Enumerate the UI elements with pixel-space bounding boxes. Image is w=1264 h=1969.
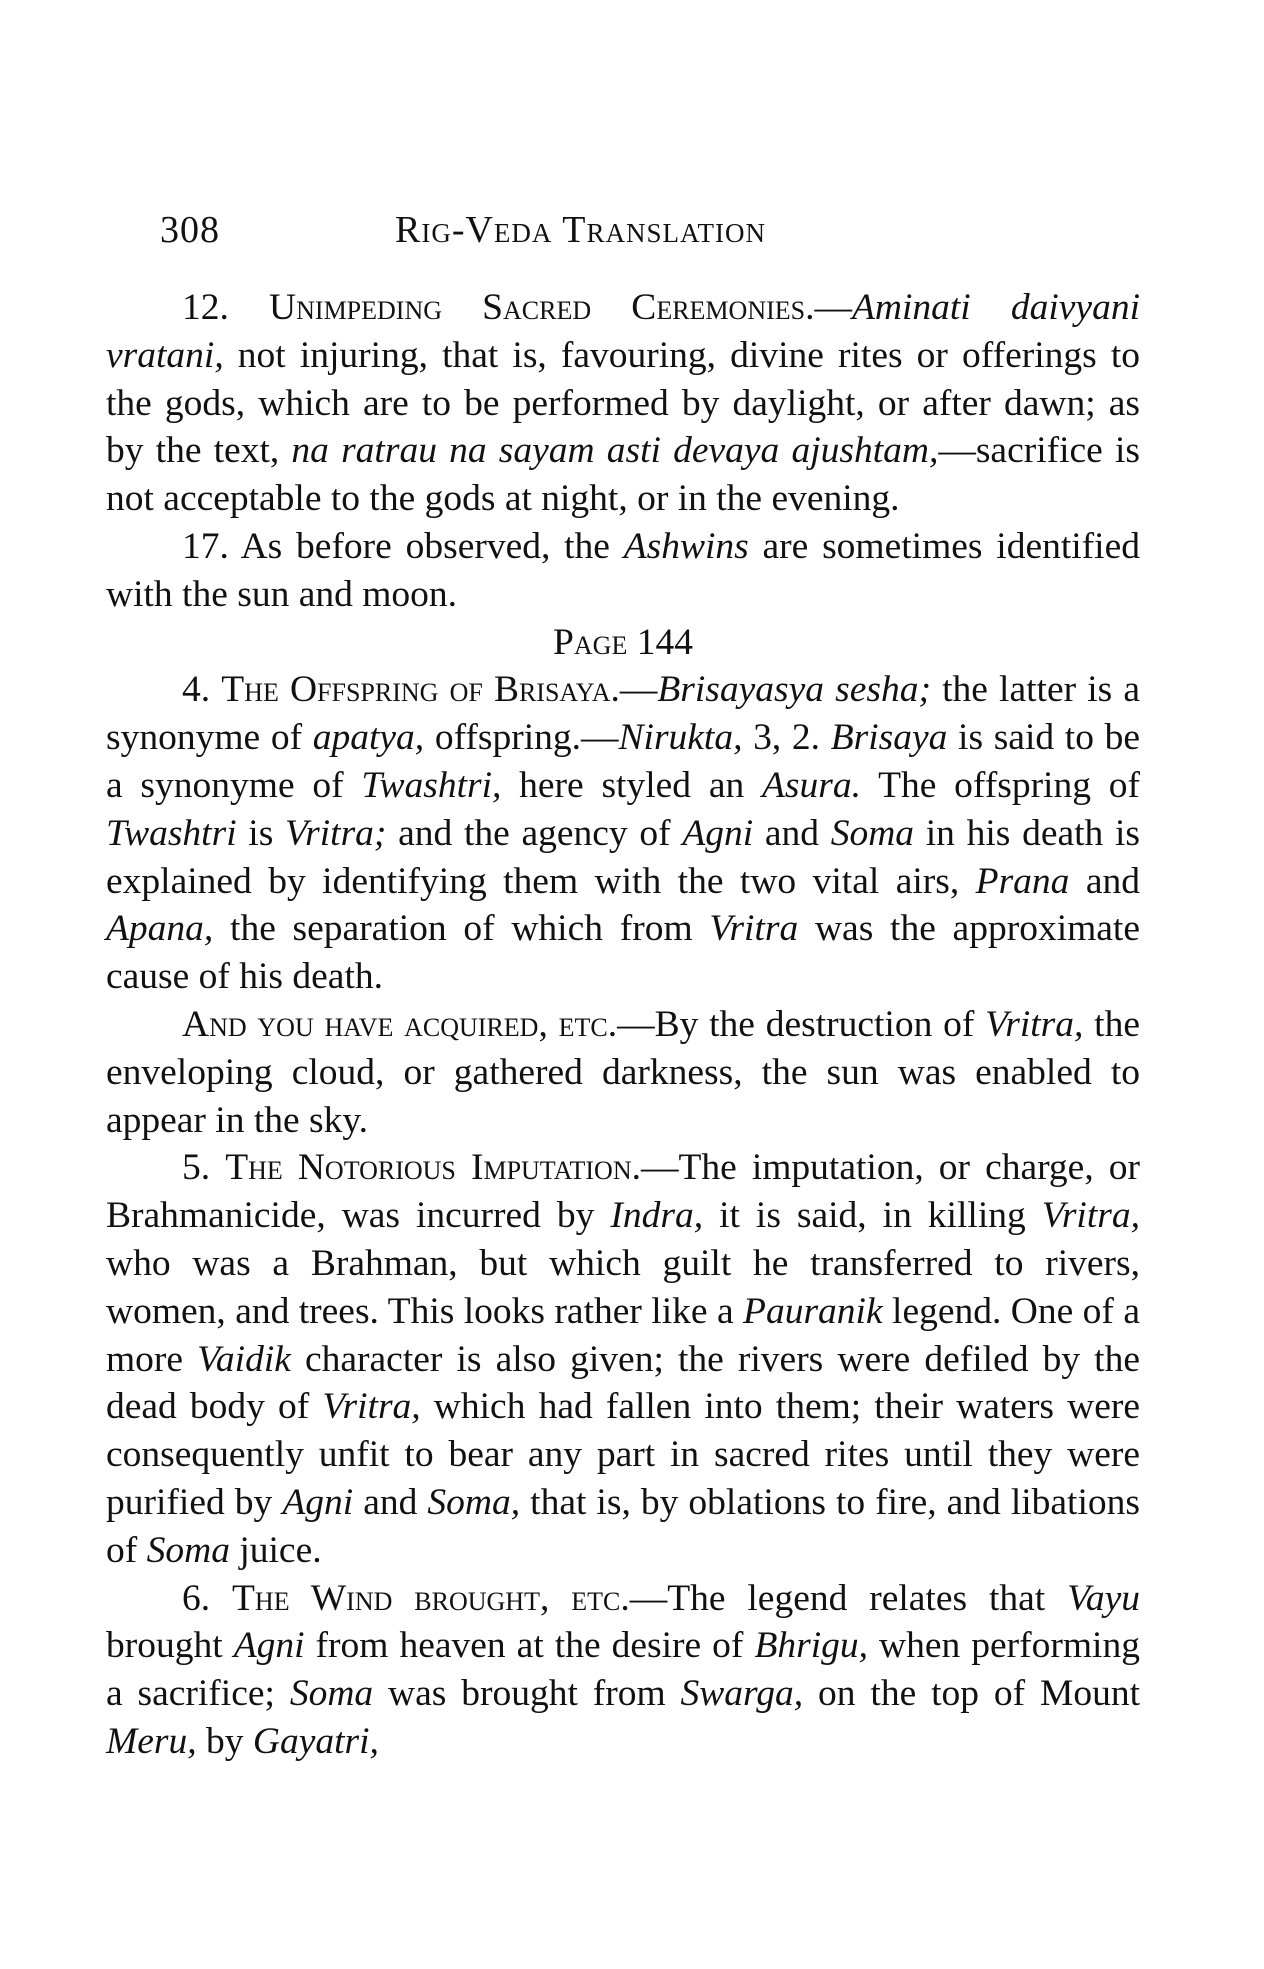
note-heading: Unimpeding Sacred Ceremonies. — [269, 287, 815, 328]
italic-term: Agni — [682, 812, 754, 854]
text-run: —The imputation, or charge, or Brahmanicide, was incurred by — [106, 1147, 1140, 1237]
paragraph-note-12 — [106, 284, 1140, 523]
text-run: the separation of which from — [213, 908, 710, 950]
text-run: character is also given; the rivers were defiled by the dead body of — [106, 1338, 1140, 1428]
italic-term: Ashwins — [623, 525, 749, 567]
text-run: was the approximate cause of his death. — [106, 908, 1140, 998]
italic-term: Asura. — [762, 764, 861, 806]
text-run: 17. As before observed, the — [182, 525, 624, 567]
text-run: is said to be a synonyme of — [106, 717, 1141, 806]
text-run: 12. — [182, 287, 270, 328]
text-run: not injuring, that is, favouring, divine rites or offerings to the gods, which are to be performed by daylight, or after dawn; as by the text, — [106, 334, 1140, 472]
italic-term: Vritra; — [285, 812, 387, 854]
text-run: on the top of Mount — [803, 1673, 1141, 1715]
italic-term: Prana — [975, 860, 1070, 902]
text-run: it is said, in killing — [703, 1195, 1042, 1237]
text-run: 6. — [182, 1577, 233, 1619]
text-run: and — [353, 1481, 428, 1523]
body-text — [106, 284, 1140, 1766]
italic-term: Twashtri, — [361, 764, 502, 806]
running-title: Rig-Veda Translation — [395, 209, 766, 251]
italic-term: Vaidik — [197, 1338, 291, 1380]
italic-term: Apana, — [106, 908, 214, 950]
italic-term: Twashtri — [106, 812, 237, 854]
text-run: 5. — [182, 1147, 226, 1189]
text-run: —sacrifice is not acceptable to the gods at night, or in the evening. — [106, 430, 1141, 520]
italic-term: Soma — [289, 1673, 374, 1715]
text-run: the enveloping cloud, or gathered darkness, the sun was enabled to appear in the sky. — [106, 1003, 1140, 1141]
italic-term: Soma — [830, 812, 915, 854]
italic-term: Soma, — [427, 1481, 521, 1523]
italic-term: na ratrau na sayam asti devaya ajushtam, — [291, 430, 939, 472]
italic-term: Brisaya — [830, 717, 948, 759]
italic-term: Indra, — [610, 1195, 704, 1237]
section-heading — [106, 619, 1140, 667]
italic-term: Vritra, — [985, 1003, 1084, 1045]
text-run: are sometimes identified with the sun and moon. — [106, 525, 1140, 615]
text-run: when performing a sacrifice; — [106, 1625, 1140, 1715]
text-run: offspring.— — [424, 717, 619, 759]
italic-term: Vritra, — [1041, 1195, 1140, 1237]
italic-term: Pauranik — [743, 1290, 883, 1332]
text-run: juice. — [229, 1529, 322, 1571]
italic-term: Gayatri, — [252, 1720, 379, 1762]
text-run: that is, by oblations to fire, and libations of — [106, 1481, 1140, 1571]
text-run: which had fallen into them; their waters were consequently unfit to bear any part in sacred rites until they were purified by — [106, 1386, 1141, 1523]
running-head — [160, 208, 1120, 258]
text-run: 3, 2. — [742, 717, 831, 759]
text-run: legend. One of a more — [106, 1290, 1140, 1380]
text-run: 4. — [182, 669, 222, 711]
text-run: The offspring of — [860, 764, 1140, 806]
paragraph-note-17 — [106, 523, 1140, 619]
note-heading: The Notorious Imputation. — [225, 1147, 641, 1189]
italic-term: Agni — [282, 1481, 354, 1523]
text-run: Page 144 — [553, 621, 693, 663]
paragraph-note-5 — [106, 1144, 1140, 1574]
note-heading: And you have acquired, etc. — [182, 1003, 618, 1045]
italic-term: Vayu — [1067, 1577, 1140, 1619]
text-run: —By the destruction of — [617, 1003, 986, 1045]
text-run: and — [1069, 860, 1140, 902]
italic-term: Swarga, — [680, 1673, 804, 1715]
italic-term: Vritra — [709, 908, 799, 950]
note-heading: The Wind brought, etc. — [232, 1577, 630, 1619]
italic-term: apatya, — [312, 717, 425, 759]
italic-term: Meru, — [106, 1720, 197, 1762]
text-run: —The legend relates that — [629, 1577, 1068, 1619]
italic-term: Agni — [233, 1625, 305, 1667]
text-run: and the agency of — [386, 812, 683, 854]
italic-term: Bhrigu, — [754, 1625, 868, 1667]
italic-term: Soma — [146, 1529, 230, 1571]
paragraph-note-4 — [106, 666, 1140, 1001]
text-run: the latter is a synonyme of — [106, 669, 1141, 759]
italic-term: Aminati daivyani vratani, — [106, 287, 1140, 376]
paragraph-note-4-acquired — [106, 1001, 1140, 1144]
text-run: is — [236, 812, 286, 854]
text-run: here styled an — [501, 764, 763, 806]
text-run: in his death is explained by identifying them with the two vital airs, — [106, 812, 1140, 902]
text-run: — — [814, 287, 852, 328]
paragraph-note-6 — [106, 1575, 1140, 1766]
note-heading: The Offspring of Brisaya. — [221, 669, 620, 711]
italic-term: Brisayasya sesha; — [657, 669, 931, 711]
text-run: from heaven at the desire of — [304, 1625, 755, 1667]
text-run: — — [619, 669, 658, 711]
text-run: by — [196, 1720, 253, 1762]
text-run: brought — [106, 1625, 234, 1667]
text-run: and — [753, 812, 831, 854]
italic-term: Nirukta, — [618, 717, 743, 759]
italic-term: Vritra, — [322, 1386, 421, 1428]
page-number: 308 — [160, 209, 220, 251]
text-run: was brought from — [373, 1673, 681, 1715]
text-run: who was a Brahman, but which guilt he transferred to rivers, women, and trees. This looks rather like a — [106, 1242, 1140, 1332]
